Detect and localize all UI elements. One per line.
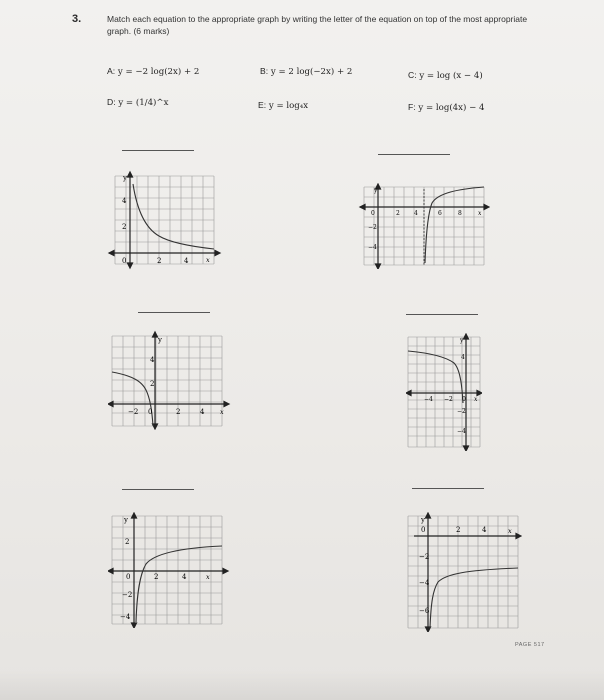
- graph-1-curve: [133, 184, 214, 249]
- graph-4-ytick-4: 4: [461, 354, 465, 361]
- graph-1-ytick-2: 2: [122, 223, 127, 231]
- answer-blank-4[interactable]: [406, 314, 478, 315]
- equation-e: [258, 100, 308, 111]
- graph-6-curve: [430, 568, 518, 628]
- graph-6-ytick-neg6: −6: [419, 607, 430, 615]
- answer-blank-5[interactable]: [122, 489, 194, 490]
- graph-4-xlabel: x: [474, 396, 478, 403]
- graph-4: [406, 333, 482, 451]
- graph-5-xlabel: x: [206, 573, 210, 581]
- graph-2: [358, 183, 490, 269]
- graph-4-xtick-0: 0: [462, 396, 466, 403]
- equation-a: [107, 66, 199, 77]
- graph-4-ytick-neg4: −4: [457, 428, 466, 435]
- equation-e-expr: y = log₄x: [268, 101, 309, 111]
- graph-5-curve: [136, 546, 222, 622]
- graph-1-xtick-2: 2: [157, 257, 162, 265]
- equation-d: [107, 97, 168, 108]
- graph-2-xtick-6: 6: [438, 210, 442, 217]
- graph-6-xtick-0: 0: [421, 526, 426, 534]
- answer-blank-3[interactable]: [138, 312, 210, 313]
- graph-6: [404, 512, 522, 632]
- equation-b-expr: y = 2 log(−2x) + 2: [270, 67, 353, 77]
- graph-5-xtick-4: 4: [182, 573, 187, 581]
- graph-3-xtick-4: 4: [200, 408, 205, 416]
- graph-5-ytick-2: 2: [125, 538, 130, 546]
- equation-c: [408, 70, 483, 81]
- equation-d-label: D:: [107, 97, 116, 107]
- graph-4-xtick-neg2: −2: [444, 396, 453, 403]
- graph-6-xtick-2: 2: [456, 526, 461, 534]
- graph-5-xtick-0: 0: [126, 573, 131, 581]
- graph-6-ytick-neg2: −2: [419, 553, 430, 561]
- graph-2-xtick-0: 0: [371, 210, 375, 217]
- graph-2-xlabel: x: [478, 210, 482, 217]
- graph-5-ytick-neg4: −4: [120, 613, 131, 621]
- equation-c-expr: y = log (x − 4): [419, 71, 483, 81]
- photo-shadow: [0, 670, 604, 700]
- equation-f: [408, 102, 484, 113]
- equation-d-expr: y = (1/4)^x: [118, 98, 169, 108]
- graph-3-ylabel: y: [158, 336, 162, 344]
- graph-4-xtick-neg4: −4: [424, 396, 433, 403]
- equation-c-label: C:: [408, 70, 417, 80]
- graph-5: [108, 512, 230, 628]
- graph-3-xtick-neg2: −2: [128, 408, 139, 416]
- graph-3-xlabel: x: [220, 408, 224, 416]
- answer-blank-2[interactable]: [378, 154, 450, 155]
- graph-2-xtick-4: 4: [414, 210, 418, 217]
- graph-5-xtick-2: 2: [154, 573, 159, 581]
- graph-3-xtick-0: 0: [148, 408, 153, 416]
- graph-2-ytick-neg2: −2: [368, 224, 377, 231]
- graph-3: [108, 330, 232, 430]
- equation-a-label: A:: [107, 66, 116, 76]
- graph-2-xtick-8: 8: [458, 210, 462, 217]
- graph-1-ylabel: y: [123, 174, 127, 182]
- question-instructions: Match each equation to the appropriate graph by writing the letter of the equation on top of the most appropriate graph. (6 marks): [107, 14, 528, 36]
- graph-6-ytick-neg4: −4: [419, 579, 430, 587]
- equation-b: [260, 66, 352, 77]
- graph-2-ytick-neg4: −4: [368, 244, 377, 251]
- graph-3-ytick-4: 4: [150, 356, 155, 364]
- graph-2-ylabel: y: [374, 187, 378, 194]
- graph-4-curve: [408, 351, 463, 403]
- graph-6-ylabel: y: [421, 516, 425, 524]
- equation-b-label: B:: [260, 66, 269, 76]
- equation-a-expr: y = −2 log(2x) + 2: [117, 67, 200, 77]
- graph-6-xlabel: x: [508, 527, 512, 535]
- equation-e-label: E:: [258, 100, 267, 110]
- graph-1-xtick-0: 0: [122, 257, 127, 265]
- graph-3-ytick-2: 2: [150, 380, 155, 388]
- answer-blank-1[interactable]: [122, 150, 194, 151]
- graph-1-ytick-4: 4: [122, 197, 127, 205]
- page-footer: PAGE 517: [515, 642, 545, 648]
- graph-5-ylabel: y: [124, 516, 128, 524]
- equation-f-expr: y = log(4x) − 4: [418, 103, 485, 113]
- graph-3-xtick-2: 2: [176, 408, 181, 416]
- equation-f-label: F:: [408, 102, 416, 112]
- graph-1-xlabel: x: [206, 256, 210, 264]
- graph-1: [107, 170, 223, 270]
- graph-2-xtick-2: 2: [396, 210, 400, 217]
- answer-blank-6[interactable]: [412, 488, 484, 489]
- graph-5-ytick-neg2: −2: [122, 591, 133, 599]
- graph-4-ytick-neg2: −2: [457, 408, 466, 415]
- graph-4-ylabel: y: [460, 337, 464, 344]
- question-number: 3.: [72, 13, 82, 25]
- graph-6-xtick-4: 4: [482, 526, 487, 534]
- graph-1-xtick-4: 4: [184, 257, 189, 265]
